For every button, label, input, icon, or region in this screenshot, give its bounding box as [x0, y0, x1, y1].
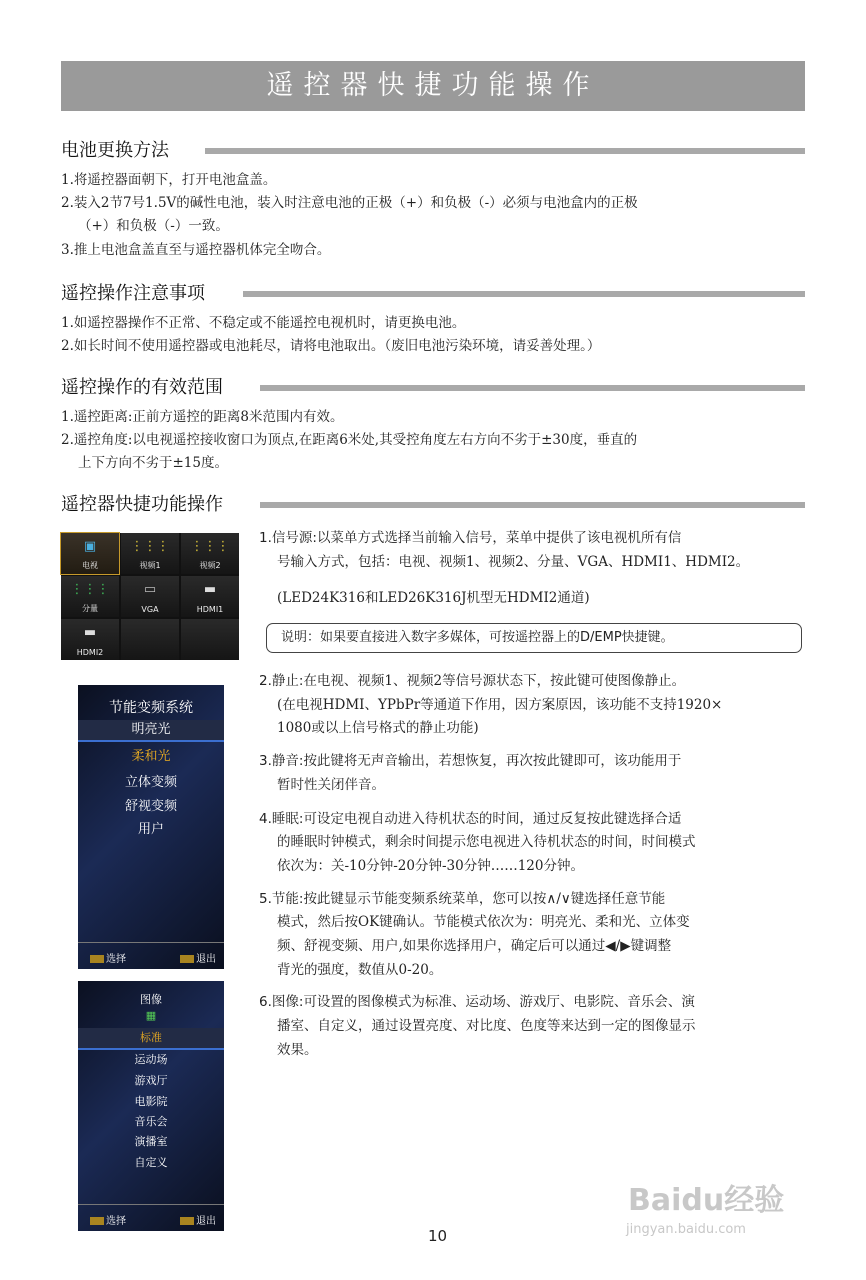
section-shortcut-heading: [61, 492, 805, 518]
source-select-panel: [61, 533, 239, 660]
source-cell-hdmi1: [181, 576, 239, 617]
feature-text: 背光的强度，数值从0-20。: [277, 962, 443, 978]
menu-item: 用户: [137, 822, 164, 837]
av-icon: ⋮⋮⋮: [130, 539, 170, 554]
menu-item: 立体变频: [124, 775, 177, 790]
source-label: 电视: [82, 561, 98, 570]
section-range-heading: [61, 375, 805, 401]
section-divider: [243, 291, 805, 297]
source-cell-hdmi2: [61, 619, 119, 660]
feature-text: 按此键显示节能变频系统菜单，您可以按∧/∨键选择任意节能: [303, 891, 666, 907]
feature-text: 频、舒视变频、用户,如果你选择用户，确定后可以通过◀/▶键调整: [277, 938, 672, 954]
page-number: 10: [428, 1227, 448, 1245]
battery-line-1: 1.将遥控器面朝下，打开电池盒盖。: [61, 172, 277, 188]
menu-footer: [78, 1204, 224, 1231]
menu-item: 演播室: [134, 1135, 168, 1148]
select-key-icon: [90, 1217, 104, 1225]
picture-icon: ▦: [145, 1009, 157, 1022]
section-divider: [205, 148, 805, 154]
component-icon: ⋮⋮⋮: [70, 582, 110, 597]
menu-item: 运动场: [134, 1053, 168, 1066]
page-title: 遥控器快捷功能操作: [61, 61, 805, 111]
feature-text: 效果。: [277, 1042, 318, 1058]
source-cell-vga: [121, 576, 179, 617]
menu-item: 舒视变频: [124, 799, 177, 814]
menu-item: 电影院: [134, 1095, 168, 1108]
feature-text: 播室、自定义，通过设置亮度、对比度、色度等来达到一定的图像显示: [277, 1018, 696, 1034]
hdmi-icon: ▬: [83, 625, 97, 640]
battery-line-3: （+）和负极（-）一致。: [78, 218, 229, 234]
notes-line-1: 1.如遥控器操作不正常、不稳定或不能遥控电视机时，请更换电池。: [61, 315, 466, 331]
feature-text: (在电视HDMI、YPbPr等通道下作用，因方案原因，该功能不支持1920×: [277, 697, 723, 713]
menu-item: 明亮光: [78, 720, 224, 742]
range-line-1: 1.遥控距离:正前方遥控的距离8米范围内有效。: [61, 409, 344, 425]
feature-text: 模式，然后按OK键确认。节能模式依次为：明亮光、柔和光、立体变: [277, 914, 690, 930]
feature-text: (LED24K316和LED26K316J机型无HDMI2通道): [277, 590, 590, 606]
source-label: HDMI2: [76, 648, 104, 657]
notes-line-2: 2.如长时间不使用遥控器或电池耗尽，请将电池取出。（废旧电池污染环境，请妥善处理。）: [61, 338, 601, 354]
feature-text: 暂时性关闭伴音。: [277, 777, 385, 793]
select-key-icon: [90, 955, 104, 963]
av-icon: ⋮⋮⋮: [190, 539, 230, 554]
feature-text: 可设定电视自动进入待机状态的时间，通过反复按此键选择合适: [303, 811, 682, 827]
section-title: 电池更换方法: [61, 138, 177, 164]
range-line-2: 2.遥控角度:以电视遥控接收窗口为顶点,在距离6米处,其受控角度左右方向不劣于±30度，垂直的: [61, 432, 638, 448]
exit-key-icon: [180, 1217, 194, 1225]
feature-text: 1080或以上信号格式的静止功能): [277, 720, 479, 736]
source-cell-empty: [121, 619, 179, 660]
source-cell-component: [61, 576, 119, 617]
feature-label: 6.图像:: [259, 994, 304, 1010]
hdmi-icon: ▬: [203, 582, 217, 597]
section-title: 遥控操作注意事项: [61, 281, 213, 307]
feature-text: 依次为：关-10分钟-20分钟-30分钟……120分钟。: [277, 858, 584, 874]
energy-saving-menu: [78, 685, 224, 969]
feature-text: 的睡眠时钟模式，剩余时间提示您电视进入待机状态的时间，时间模式: [277, 834, 696, 850]
menu-item-selected: 标准: [78, 1028, 224, 1050]
exit-hint: 退出: [180, 1212, 216, 1227]
source-cell-empty: [181, 619, 239, 660]
section-divider: [260, 502, 805, 508]
battery-line-2: 2.装入2节7号1.5V的碱性电池，装入时注意电池的正极（+）和负极（-）必须与电池盒内的正极: [61, 195, 638, 211]
menu-item: 音乐会: [134, 1115, 168, 1128]
source-label: 分量: [82, 604, 98, 613]
section-title: 遥控器快捷功能操作: [61, 492, 231, 518]
section-title: 遥控操作的有效范围: [61, 375, 231, 401]
menu-item: 游戏厅: [134, 1074, 168, 1087]
source-label: 视频1: [139, 561, 161, 570]
feature-text: 按此键将无声音输出，若想恢复，再次按此键即可，该功能用于: [303, 753, 682, 769]
menu-item: 自定义: [134, 1156, 168, 1169]
battery-line-4: 3.推上电池盒盖直至与遥控器机体完全吻合。: [61, 242, 331, 258]
menu-footer: [78, 942, 224, 969]
section-notes-heading: [61, 281, 805, 307]
source-cell-av2: [181, 533, 239, 574]
watermark-url: jingyan.baidu.com: [626, 1222, 746, 1237]
feature-text: 在电视、视频1、视频2等信号源状态下，按此键可使图像静止。: [303, 673, 686, 689]
range-line-3: 上下方向不劣于±15度。: [78, 455, 228, 471]
feature-text: 可设置的图像模式为标准、运动场、游戏厅、电影院、音乐会、演: [303, 994, 695, 1010]
note-box: 说明：如果要直接进入数字多媒体，可按遥控器上的D/EMP快捷键。: [266, 623, 802, 653]
tv-icon: ▣: [83, 539, 97, 554]
watermark-logo: Baidu经验: [628, 1183, 785, 1218]
source-label: HDMI1: [196, 605, 224, 614]
exit-hint: 退出: [180, 950, 216, 965]
feature-label: 5.节能:: [259, 891, 304, 907]
picture-mode-menu: [78, 981, 224, 1231]
section-divider: [260, 385, 805, 391]
source-label: 视频2: [199, 561, 221, 570]
exit-key-icon: [180, 955, 194, 963]
vga-icon: ▭: [143, 582, 157, 597]
menu-title: 图像: [140, 993, 162, 1006]
source-cell-tv: [61, 533, 119, 574]
feature-label: 4.睡眠:: [259, 811, 304, 827]
source-cell-av1: [121, 533, 179, 574]
feature-text: 号输入方式，包括：电视、视频1、视频2、分量、VGA、HDMI1、HDMI2。: [277, 554, 750, 570]
section-battery-heading: [61, 138, 805, 164]
feature-label: 1.信号源:: [259, 530, 317, 546]
select-hint: 选择: [90, 1212, 126, 1227]
feature-label: 2.静止:: [259, 673, 304, 689]
feature-text: 以菜单方式选择当前输入信号，菜单中提供了该电视机所有信: [316, 530, 682, 546]
feature-label: 3.静音:: [259, 753, 304, 769]
menu-item-selected: 柔和光: [131, 749, 171, 764]
source-label: VGA: [141, 605, 159, 614]
menu-title: 节能变频系统: [109, 700, 193, 716]
select-hint: 选择: [90, 950, 126, 965]
watermark: [616, 1150, 816, 1250]
